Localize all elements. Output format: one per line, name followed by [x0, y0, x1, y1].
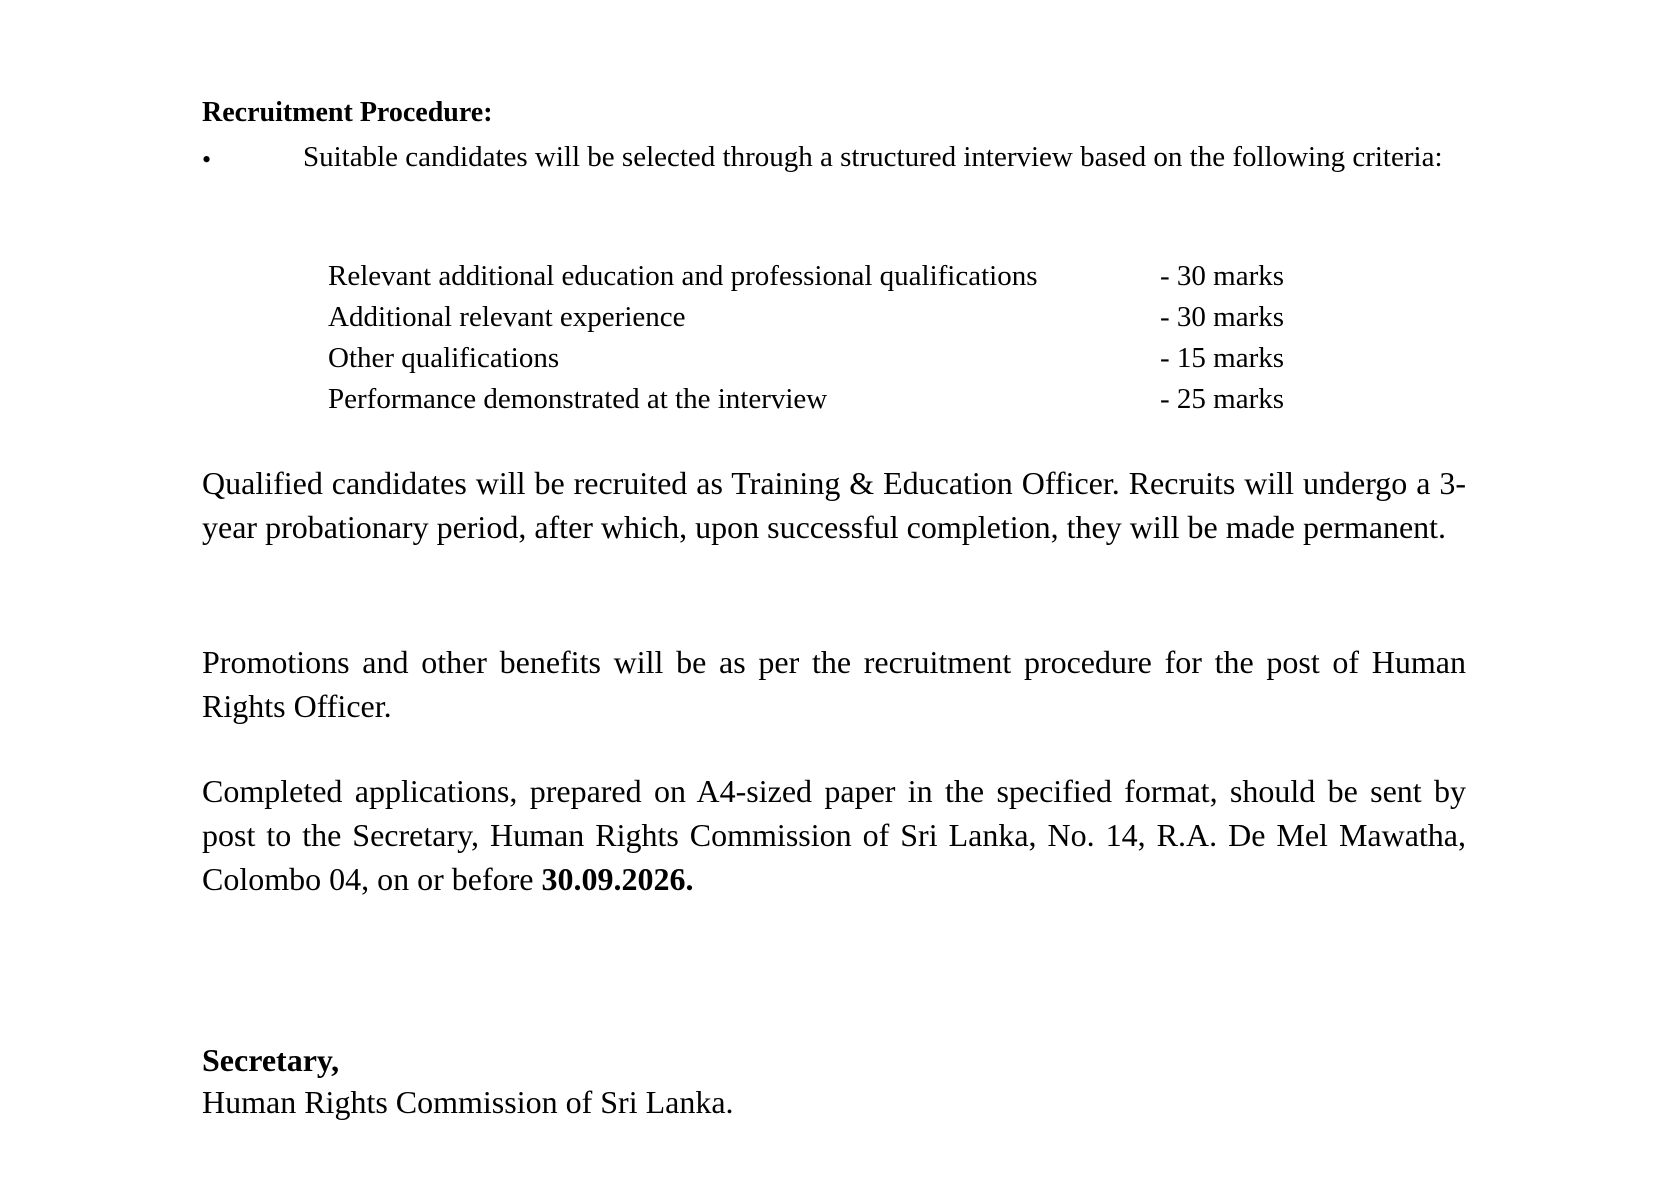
criteria-label: Other qualifications — [328, 342, 560, 374]
criteria-row — [328, 379, 1308, 420]
criteria-label: Performance demonstrated at the interview — [328, 383, 828, 415]
promotions-paragraph: Promotions and other benefits will be as per the recruitment procedure for the post of Human Rights Officer. — [202, 644, 1466, 724]
section-heading: Recruitment Procedure: — [202, 97, 493, 128]
criteria-marks: - 15 marks — [1160, 342, 1285, 374]
criteria-row — [328, 338, 1308, 379]
criteria-row — [328, 256, 1308, 297]
criteria-list — [328, 256, 1308, 420]
criteria-label: Relevant additional education and professional qualifications — [328, 260, 1038, 292]
bullet-text: Suitable candidates will be selected through a structured interview based on the following criteria: — [303, 141, 1443, 173]
applications-text: Completed applications, prepared on A4-sized paper in the specified format, should be sent by post to the Secretary, Human Rights Commission of Sri Lanka, No. 14, R.A. De Mel Mawatha, Colombo 04, on or before — [202, 773, 1466, 897]
recruitment-paragraph: Qualified candidates will be recruited as Training & Education Officer. Recruits will undergo a 3-year probationary period, after which, upon successful completion, they will be made permanent. — [202, 465, 1466, 545]
signature-organization: Human Rights Commission of Sri Lanka. — [202, 1084, 734, 1120]
applications-deadline: 30.09.2026. — [541, 861, 694, 897]
criteria-marks: - 30 marks — [1160, 260, 1285, 292]
criteria-marks: - 30 marks — [1160, 301, 1285, 333]
bullet-point: • — [202, 145, 212, 174]
criteria-marks: - 25 marks — [1160, 383, 1285, 415]
criteria-label: Additional relevant experience — [328, 301, 686, 333]
criteria-row — [328, 297, 1308, 338]
applications-paragraph — [202, 769, 1466, 901]
signature-title: Secretary, — [202, 1042, 340, 1078]
